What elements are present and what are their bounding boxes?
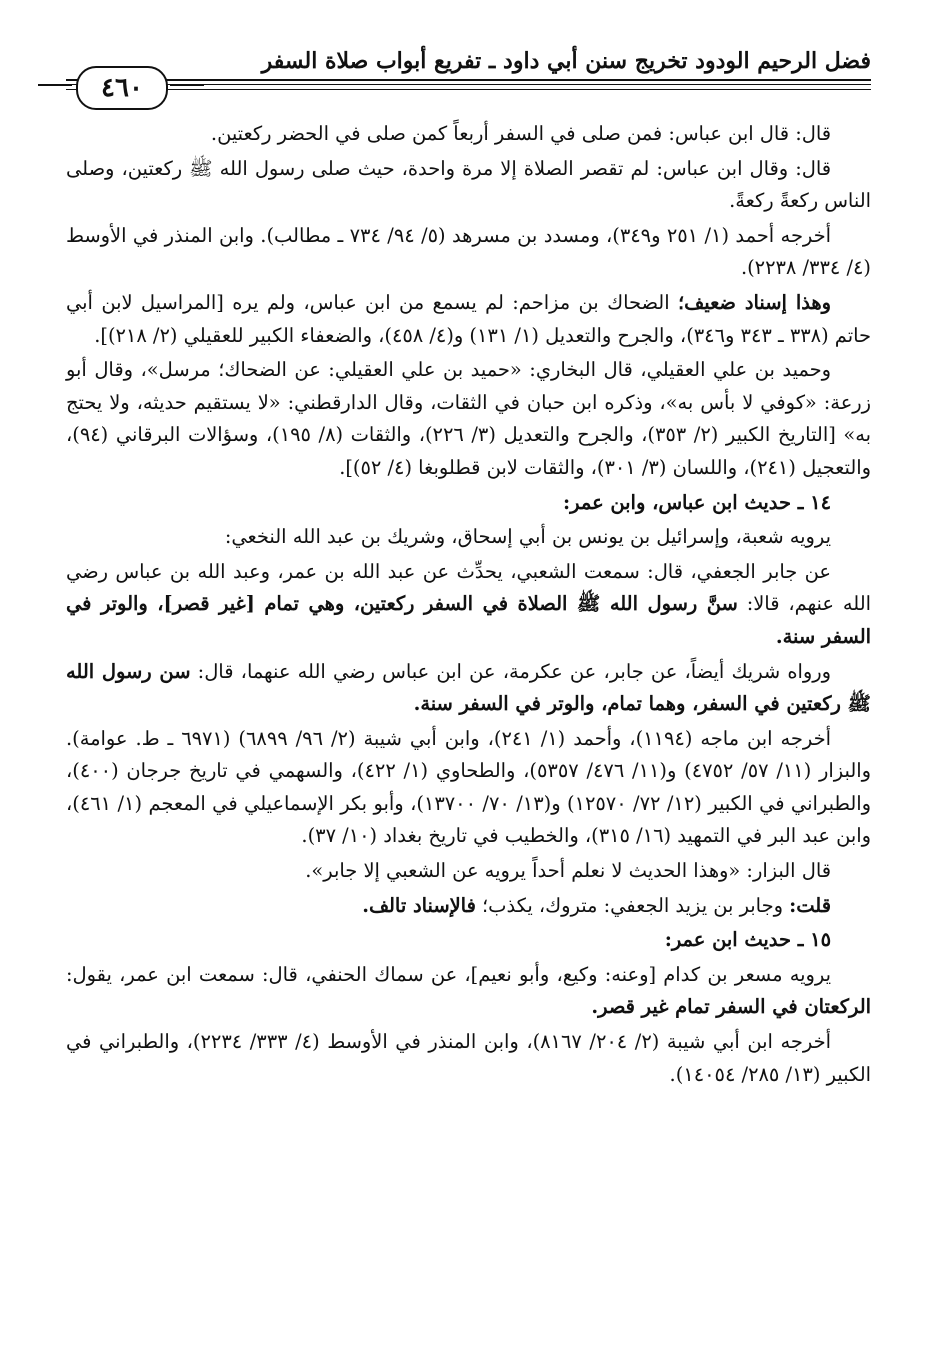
header-rule [66,79,871,81]
bold-text: وهذا إسناد ضعيف؛ [677,290,831,314]
bold-text: فالإسناد تالف. [362,893,476,917]
text: يرويه مسعر بن كدام [وعنه: وكيع، وأبو نعيم]، عن سماك الحنفي، قال: سمعت ابن عمر، يقول: [66,962,831,986]
paragraph: وحميد بن علي العقيلي، قال البخاري: «حميد بن علي العقيلي: عن الضحاك؛ مرسل»، وقال أبو زرعة: «كوفي لا بأس به»، وذكره ابن حبان في الثقات، وقال الدارقطني: «لا يستقيم حديثه، ولا يحتج به» [التاريخ الكبير (٢/ ٣٥٣)، والجرح والتعديل (٣/ ٢٢٦)، والثقات (٨/ ١٩٥)، وسؤالات البرقاني (٩٤)، والتعجيل (٢٤١)، واللسان (٣/ ٣٠١)، والثقات لابن قطلوبغا (٤/ ٥٢)]. [66,358,872,479]
page-header [66,46,871,108]
hadith-text: سنَّ رسول الله ﷺ الصلاة في السفر ركعتين، وهي تمام [غير قصر]، والوتر في السفر سنة. [66,592,871,648]
paragraph [66,890,871,923]
paragraph [66,959,871,1024]
paragraph [66,287,871,352]
paragraph: قال البزار: «وهذا الحديث لا نعلم أحداً يرويه عن الشعبي إلا جابر». [305,859,831,883]
text: وجابر بن يزيد الجعفي: متروك، يكذب؛ [475,893,790,917]
paragraph: أخرجه ابن أبي شيبة (٢/ ٢٠٤/ ٨١٦٧)، وابن المنذر في الأوسط (٤/ ٣٣٣/ ٢٢٣٤)، والطبراني في الكبير (١٣/ ٢٨٥/ ١٤٠٥٤). [66,1030,871,1086]
ornament-dash [170,84,204,86]
paragraph: قال: وقال ابن عباس: لم تقصر الصلاة إلا مرة واحدة، حيث صلى رسول الله ﷺ ركعتين، وصلى الناس ركعةً ركعةً. [66,156,871,213]
page-number: ٤٦٠ [76,66,168,110]
text: ورواه شريك أيضاً، عن جابر، عن عكرمة، عن ابن عباس رضي الله عنهما، قال: [190,659,831,683]
paragraph [66,656,871,721]
text: الضحاك بن مزاحم: لم يسمع من ابن عباس، ولم يره [المراسيل لابن أبي حاتم (٣٣٨ ـ ٣٤٣ و٣٤٦)، والجرح والتعديل (١/ ١٣١) و(٤/ ٤٥٨)، والضعفاء الكبير للعقيلي (٢/ ٢١٨)]. [66,290,871,347]
paragraph: يرويه شعبة، وإسرائيل بن يونس بن أبي إسحاق، وشريك بن عبد الله النخعي: [224,525,831,549]
paragraph: أخرجه ابن ماجه (١١٩٤)، وأحمد (١/ ٢٤١)، وابن أبي شيبة (٢/ ٩٦/ ٦٨٩٩) (٦٩٧١ ـ ط. عوامة). والبزار (١١/ ٥٧/ ٤٧٥٢) و(١١/ ٤٧٦/ ٥٣٥٧)، والطحاوي (١/ ٤٢٢)، والسهمي في تاريخ جرجان (٤٠٠)، والطبراني في الكبير (١٢/ ٧٢/ ١٢٥٧٠) و(١٣/ ٧٠/ ١٣٧٠٠)، وأبو بكر الإسماعيلي في المعجم (١/ ٤٦١)، وابن عبد البر في التمهيد (١٦/ ٣١٥)، والخطيب في تاريخ بغداد (١٠/ ٣٧). [66,726,872,848]
header-rule [66,89,871,90]
paragraph [66,556,871,654]
ornament-dash [38,84,72,86]
text: عن جابر الجعفي، قال: سمعت الشعبي، يحدِّث عن عبد الله بن عمر، وعبد الله بن عباس رضي الله عنهم، قالا: [66,559,871,616]
section-heading: ١٥ ـ حديث ابن عمر: [664,928,831,952]
bold-text: قلت: [789,893,831,917]
hadith-text: الركعتان في السفر تمام غير قصر. [591,995,871,1019]
page-body [66,118,871,1093]
paragraph: قال: قال ابن عباس: فمن صلى في السفر أربعاً كمن صلى في الحضر ركعتين. [210,122,831,145]
section-heading: ١٤ ـ حديث ابن عباس، وابن عمر: [563,490,831,514]
paragraph: أخرجه أحمد (١/ ٢٥١ و٣٤٩)، ومسدد بن مسرهد (٥/ ٩٤/ ٧٣٤ ـ مطالب). وابن المنذر في الأوسط (٤/ ٣٣٤/ ٢٢٣٨). [66,223,871,280]
hadith-text: سن رسول الله ﷺ ركعتين في السفر، وهما تمام، والوتر في السفر سنة. [66,659,871,716]
running-title: فضل الرحيم الودود تخريج سنن أبي داود ـ تفريع أبواب صلاة السفر [261,48,871,74]
